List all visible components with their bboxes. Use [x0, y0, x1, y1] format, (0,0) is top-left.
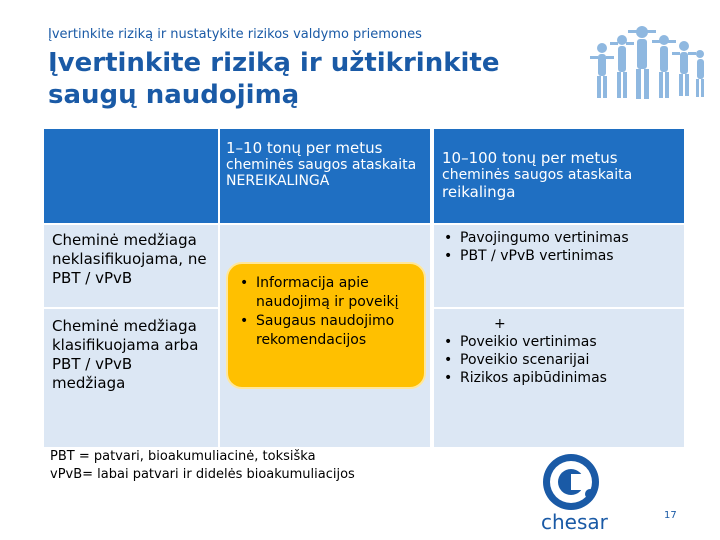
footnotes: [50, 448, 355, 484]
page-number: 17: [664, 510, 677, 521]
info-highlight-box: [226, 262, 426, 389]
list-item: • Saugaus naudojimo rekomendacijos: [234, 312, 418, 350]
plus-sign: +: [494, 316, 506, 332]
high-tonnage-report: cheminės saugos ataskaita: [442, 167, 633, 183]
list-item: • PBT / vPvB vertinimas: [438, 247, 680, 265]
slide-title: Įvertinkite riziką ir užtikrinkite saugų naudojimą: [48, 48, 500, 110]
chesar-logo-icon: [538, 452, 604, 512]
footnote-pbt: PBT = patvari, bioakumuliacinė, toksiška: [50, 449, 316, 464]
low-tonnage-status: NEREIKALINGA: [226, 173, 330, 189]
header-cell-high-tonnage: [434, 129, 684, 223]
right-cell-row1: [434, 225, 684, 307]
slide-subtitle: Įvertinkite riziką ir nustatykite rizikos valdymo priemones: [48, 27, 422, 42]
low-tonnage-label: 1–10 tonų per metus: [226, 139, 383, 157]
footnote-vpvb: vPvB= labai patvari ir didelės bioakumuliacijos: [50, 467, 355, 482]
list-item: • Rizikos apibūdinimas: [438, 369, 680, 387]
low-tonnage-report: cheminės saugos ataskaita: [226, 157, 417, 173]
running-people-icon: [588, 10, 708, 110]
list-item: • Pavojingumo vertinimas: [438, 229, 680, 247]
table-corner-cell: [44, 129, 218, 223]
right-cell-row2: [434, 309, 684, 447]
list-item: • Poveikio scenarijai: [438, 351, 680, 369]
risk-table: [44, 129, 684, 447]
header-cell-low-tonnage: [220, 129, 430, 223]
high-tonnage-label: 10–100 tonų per metus: [442, 149, 618, 167]
list-item: • Poveikio vertinimas: [438, 333, 680, 351]
row-label-classified: Cheminė medžiaga klasifikuojama arba PBT / vPvB medžiaga: [44, 309, 218, 447]
list-item: • Informacija apie naudojimą ir poveikį: [234, 274, 418, 312]
high-tonnage-status: reikalinga: [442, 183, 516, 201]
row-label-unclassified: Cheminė medžiaga neklasifikuojama, ne PBT / vPvB: [44, 225, 218, 307]
chesar-logo-text: chesar: [541, 510, 608, 534]
